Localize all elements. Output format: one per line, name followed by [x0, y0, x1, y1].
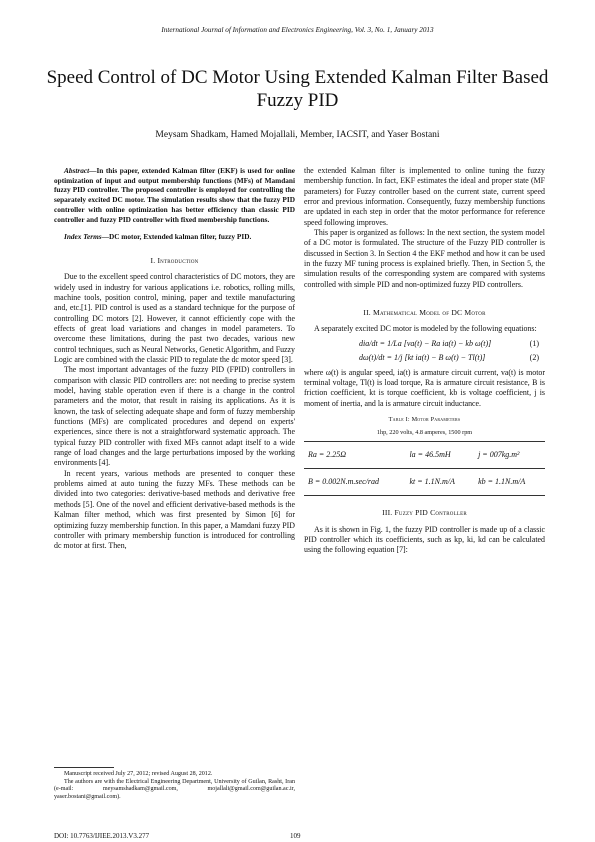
intro-paragraph-3: In recent years, various methods are presented to conquer these problems aimed at auto tuning the fuzzy MFs. These methods can be divided into two categories: derivative-based methods and derivative free methods [5]. One of the novel and efficient derivative-based methods is the Kalman filter method, which was first presented by Simon [6] for optimizing fuzzy membership function. In this paper, a Mamdani fuzzy PID controller with primary membership function is introduced for controlling dc motor at first. Then, — [54, 468, 295, 551]
abstract-label: Abstract — [64, 166, 90, 175]
table-row — [304, 468, 545, 495]
index-terms-label: Index Terms — [64, 232, 102, 242]
intro-paragraph-1: Due to the excellent speed control characteristics of DC motors, they are widely used in industry for various applications i.e. robotics, rolling mills, machine tools, position control, mining, paper and textile manufacturing and, etc.[1]. PID control is used as a standard technique for the purpose of controlling DC motors [2]. However, it cannot efficiently cope with the effects of great load variations and changes in model parameters. To overcome these limitations, during the past two decades, various new control techniques, such as Neural Networks, Genetic Algorithm, and Fuzzy Logic are combined with the classic PID to regulate the dc motor speed [3]. — [54, 272, 295, 365]
equation-2 — [304, 353, 545, 363]
section-2-heading: II. Mathematical Model of DC Motor — [363, 308, 486, 318]
equation-2-number: (2) — [529, 353, 539, 363]
parameters-grid — [304, 441, 545, 497]
intro-paragraph-2: The most important advantages of the fuzzy PID (FPID) controllers in comparison with classic PID controllers are: not needing to precise system model, having stable operation even if there is a change in the control parameters and the motor, that result in raising its applications. As it is known, the task of selecting adequate shape and form of fuzzy membership functions (MFs) are complicated procedures and depend on experts' experiences, since there is not a straightforward systematic approach. The typical fuzzy PID controller with fixed MFs cannot adapt itself to a wide range of load changes and the large perturbations imposed by the working environments [4]. — [54, 365, 295, 468]
abstract — [54, 166, 295, 224]
index-terms — [54, 232, 295, 242]
footnote-received: Manuscript received July 27, 2012; revised August 28, 2012. — [64, 771, 213, 777]
equation-1-number: (1) — [529, 338, 539, 348]
table-cell: la = 46.5mH — [405, 441, 474, 468]
right-paragraph-1: the extended Kalman filter is implemented to online tuning the fuzzy membership function. In fact, EKF estimates the ideal and proper state (MF parameters) for Fuzzy controller based on the current state, current speed error and previous information. Consequently, fuzzy membership functions are updated in each step in order that the motor performance for reference speed following improves. — [304, 166, 545, 227]
abstract-text: —In this paper, extended Kalman filter (EKF) is used for online optimization of input and output membership functions (MFs) of Mamdani fuzzy PID controller. The proposed controller is employed for controlling the separately excited DC motor. The simulation results show that the fuzzy PID controller with online optimization has better efficiency than classic PID controller and fuzzy PID controller with fixed membership functions. — [54, 166, 295, 224]
fuzzy-pid-paragraph: As it is shown in Fig. 1, the fuzzy PID controller is made up of a classic PID controller which its coefficients, such as kp, ki, kd can be calculated using the following equation [7]: — [304, 524, 545, 555]
journal-header: International Journal of Information and Electronics Engineering, Vol. 3, No. 1, January 2013 — [161, 26, 434, 34]
table-cell: B = 0.002N.m.sec/rad — [308, 476, 379, 486]
footnotes — [54, 771, 295, 801]
table-subtitle: 1hp, 220 volts, 4.8 amperes, 1500 rpm — [376, 429, 473, 437]
table-cell: Ra = 2.25Ω — [304, 441, 405, 468]
table-cell: kt = 1.1N.m/A — [409, 476, 455, 486]
motor-parameters-table — [304, 415, 545, 496]
equation-2-body: dω(t)/dt = 1/j [kt ia(t) − B ω(t) − Tl(t)] — [359, 353, 486, 363]
table-cell: kb = 1.1N.m/A — [478, 476, 526, 486]
index-terms-text: —DC motor, Extended kalman filter, fuzzy PID. — [101, 232, 252, 242]
section-1-heading: I. Introduction — [150, 255, 199, 265]
footnote-affiliation: The authors are with the Electrical Engineering Department, University of Guilan, Rasht, Iran (e-mail: meysamshadkam@gmail.com, mojallali@gmail.com@guilan.ac.ir, yaser.bostani@gmail.com). — [54, 778, 295, 800]
model-intro-paragraph: A separately excited DC motor is modeled by the following equations: — [314, 324, 537, 334]
table-caption: Table I: Motor Parameters — [388, 415, 461, 423]
variable-definitions: where ω(t) is angular speed, ia(t) is armature circuit current, va(t) is motor terminal voltage, Tl(t) is load torque, Ra is armature circuit resistance, B is friction coefficient, kt is torque coefficient, kb is voltage coefficient, j is moment of inertia, and la is armature circuit inductance. — [304, 367, 545, 408]
author-line: Meysam Shadkam, Hamed Mojallali, Member, IACSIT, and Yaser Bostani — [155, 130, 440, 140]
left-column — [54, 166, 295, 552]
equation-1 — [304, 339, 545, 349]
right-column — [304, 166, 545, 556]
doi: DOI: 10.7763/IJIEE.2013.V3.277 — [54, 832, 150, 840]
right-paragraph-2: This paper is organized as follows: In the next section, the system model of a DC motor is formulated. The structure of the Fuzzy PID controller is discussed in Section 3. In Section 4 the EKF method and how it can be used in the fuzzy MF tuning process is explained briefly. Then, in Section 5, the simulation results of the corresponding system are compared with systems controlled with simple PID and non-optimized fuzzy PID controllers. — [304, 228, 545, 289]
section-3-heading: III. Fuzzy PID Controller — [382, 508, 467, 518]
table-cell: j = 007kg.m² — [474, 441, 545, 468]
page-number: 109 — [290, 832, 301, 840]
equation-1-body: dia/dt = 1/La [va(t) − Ra ia(t) − kb ω(t)] — [359, 338, 492, 348]
footnote-divider — [54, 767, 114, 768]
table-row — [304, 441, 545, 468]
paper-title: Speed Control of DC Motor Using Extended Kalman Filter Based Fuzzy PID — [46, 67, 549, 111]
